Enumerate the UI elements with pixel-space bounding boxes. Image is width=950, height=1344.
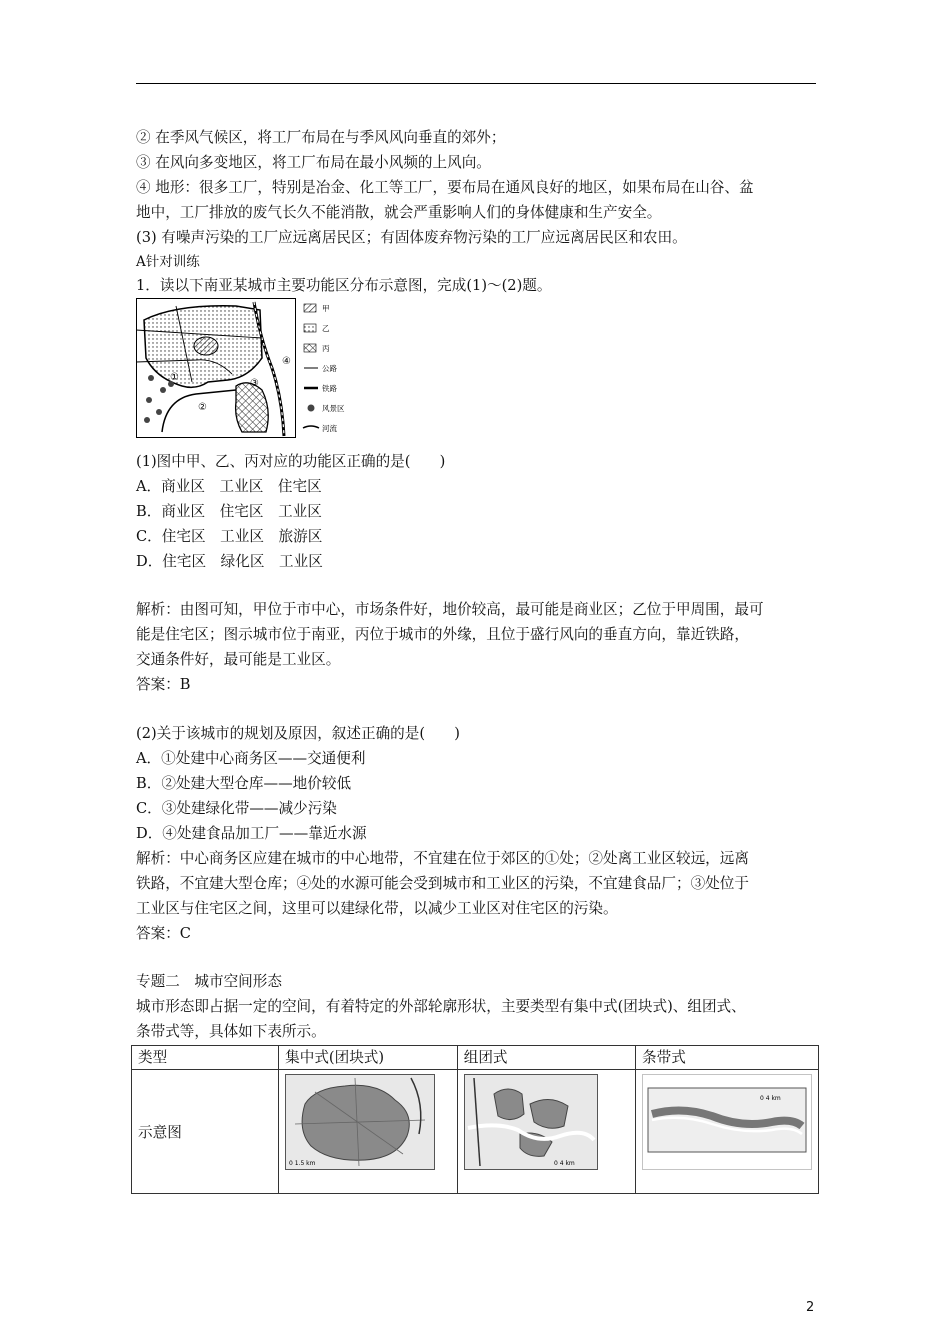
question-intro: 1．读以下南亚某城市主要功能区分布示意图，完成(1)～(2)题。 [136,277,552,294]
legend-label: 甲 [322,304,330,313]
option-c: C．③处建绿化带——减少污染 [136,800,337,817]
analysis-line: 解析：由图可知，甲位于市中心，市场条件好，地价较高，最可能是商业区；乙位于甲周围，最可 [136,601,764,618]
concentrated-form-map [285,1074,435,1170]
analysis-line: 能是住宅区；图示城市位于南亚，丙位于城市的外缘，且位于盛行风向的垂直方向，靠近铁路， [136,626,749,643]
text-line: 地中，工厂排放的废气长久不能消散，就会严重影响人们的身体健康和生产安全。 [136,204,662,221]
analysis-line: 工业区与住宅区之间，这里可以建绿化带，以减少工业区对住宅区的污染。 [136,900,618,917]
row-label: 示意图 [132,1070,279,1194]
question-stem: (1)图中甲、乙、丙对应的功能区正确的是( ) [136,453,446,470]
option-b: B．商业区 住宅区 工业区 [136,503,322,520]
legend-label: 丙 [322,344,330,353]
text-line: ③ 在风向多变地区，将工厂布局在最小风频的上风向。 [136,154,491,171]
text-line: (3) 有噪声污染的工厂应远离居民区；有固体废弃物污染的工厂应远离居民区和农田。 [136,229,687,246]
city-function-map [136,298,382,438]
topic-intro: 条带式等，具体如下表所示。 [136,1023,326,1040]
table-header: 条带式 [636,1046,819,1070]
header-rule [136,83,816,84]
question-stem: (2)关于该城市的规划及原因，叙述正确的是( ) [136,725,460,742]
option-d: D．④处建食品加工厂——靠近水源 [136,825,367,842]
marker-2: ② [198,402,207,413]
option-d: D．住宅区 绿化区 工业区 [136,553,323,570]
analysis-line: 交通条件好，最可能是工业区。 [136,651,341,668]
answer: 答案：B [136,676,191,693]
option-c: C．住宅区 工业区 旅游区 [136,528,323,545]
analysis-line: 铁路，不宜建大型仓库；④处的水源可能会受到城市和工业区的污染，不宜建食品厂；③处位于 [136,875,749,892]
text-line: ④ 地形：很多工厂，特别是冶金、化工等工厂，要布局在通风良好的地区，如果布局在山谷、盆 [136,179,754,196]
topic-intro: 城市形态即占据一定的空间，有着特定的外部轮廓形状，主要类型有集中式(团块式)、组团式、 [136,998,746,1015]
marker-3: ③ [250,378,259,389]
page-number: 2 [806,1300,815,1315]
scale-label: 0 4 km [553,1160,575,1167]
text-line: ② 在季风气候区，将工厂布局在与季风风向垂直的郊外； [136,129,506,146]
answer: 答案：C [136,925,191,942]
topic-heading: 专题二 城市空间形态 [136,973,282,990]
legend-label: 风景区 [322,404,345,413]
cluster-form-map [464,1074,598,1170]
strip-form-map [642,1074,812,1170]
option-a: A．①处建中心商务区——交通便利 [136,750,366,767]
analysis-line: 解析：中心商务区应建在城市的中心地带，不宜建在位于郊区的①处；②处离工业区较远，远离 [136,850,749,867]
legend-label: 河流 [322,424,337,433]
option-b: B．②处建大型仓库——地价较低 [136,775,352,792]
scale-label: 0 4 km [760,1095,781,1102]
city-form-table [131,1045,819,1194]
marker-4: ④ [282,356,291,367]
section-label: A针对训练 [136,254,200,270]
table-header: 集中式(团块式) [279,1046,458,1070]
table-header: 类型 [132,1046,279,1070]
scale-label: 0 1.5 km [289,1160,316,1167]
marker-1: ① [170,372,179,383]
legend-label: 铁路 [322,384,337,393]
legend-label: 乙 [322,324,330,333]
option-a: A．商业区 工业区 住宅区 [136,478,322,495]
legend-label: 公路 [322,364,337,373]
table-header: 组团式 [457,1046,635,1070]
